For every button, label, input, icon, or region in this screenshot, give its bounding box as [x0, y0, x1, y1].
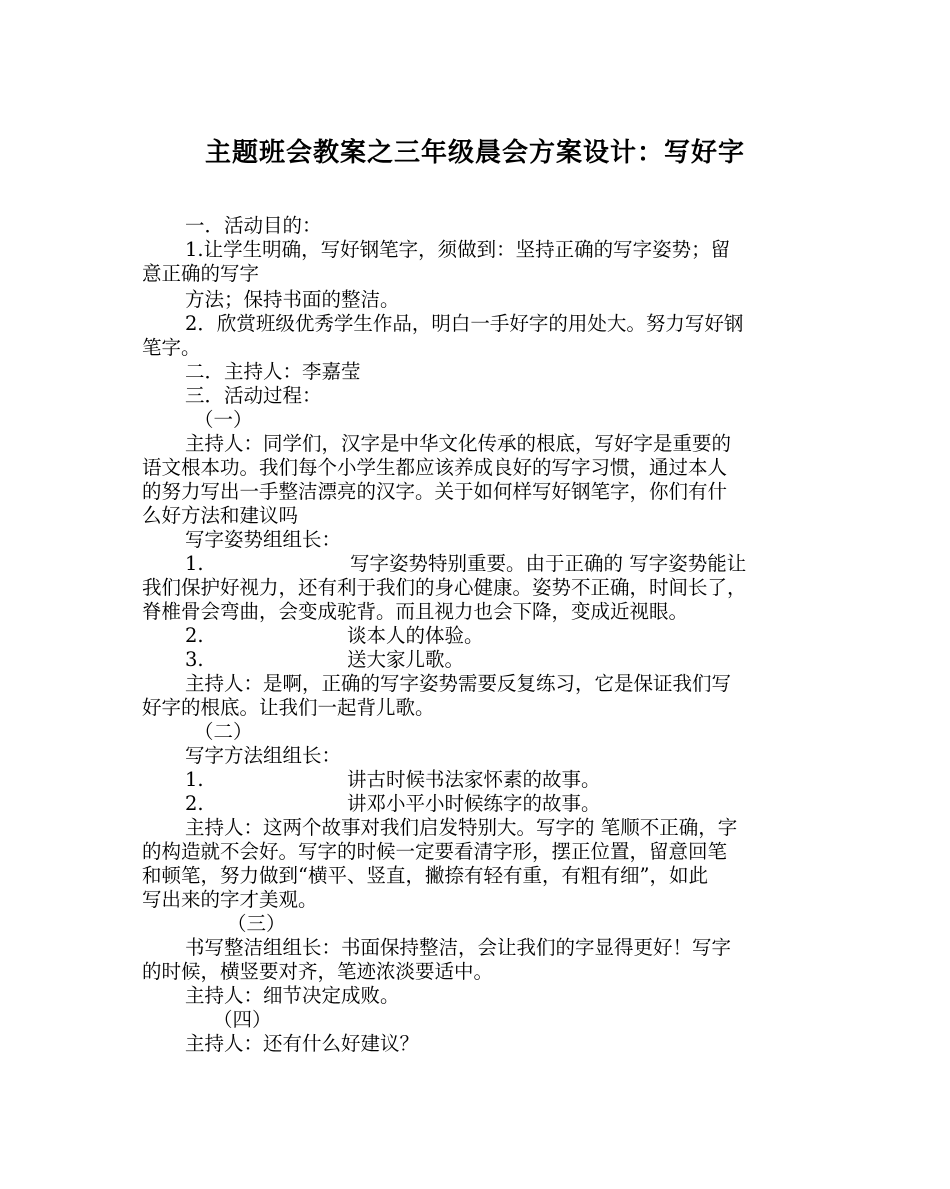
numbered-item: [185, 768, 601, 792]
paragraph-line: 么好方法和建议吗: [142, 504, 299, 527]
section-heading: 一．活动目的：: [185, 214, 322, 237]
paragraph-line: 主持人：是啊，正确的写字姿势需要反复练习，它是保证我们写: [185, 672, 732, 695]
item-number: 1.: [185, 552, 204, 575]
paragraph-line: 写字姿势组组长：: [185, 528, 342, 551]
paragraph-line: 2．欣赏班级优秀学生作品，明白一手好字的用处大。努力写好钢: [185, 312, 744, 335]
document-title: 主题班会教案之三年级晨会方案设计：写好字: [204, 138, 745, 168]
item-number: 1.: [185, 768, 204, 791]
paragraph-line: 主持人：细节决定成败。: [185, 984, 400, 1007]
paragraph-line: 写出来的字才美观。: [142, 888, 318, 911]
paragraph-line: 我们保护好视力，还有利于我们的身心健康。姿势不正确，时间长了，: [142, 576, 747, 599]
item-number: 2.: [185, 624, 204, 647]
item-number: 2.: [185, 792, 204, 815]
subsection-heading: （二）: [194, 720, 253, 743]
paragraph-line: 和顿笔，努力做到“横平、竖直，撇捺有轻有重，有粗有细”，如此: [142, 864, 708, 887]
numbered-item: [185, 648, 464, 672]
paragraph-line: 的构造就不会好。写字的时候一定要看清字形，摆正位置，留意回笔: [142, 840, 728, 863]
numbered-item: [185, 624, 484, 648]
paragraph-line: 的时候，横竖要对齐，笔迹浓淡要适中。: [142, 960, 494, 983]
paragraph-line: 写字方法组组长：: [185, 744, 342, 767]
paragraph-line: 脊椎骨会弯曲，会变成驼背。而且视力也会下降，变成近视眼。: [142, 600, 689, 623]
item-text: 送大家儿歌。: [347, 648, 465, 671]
item-text: 讲古时候书法家怀素的故事。: [347, 768, 601, 791]
paragraph-line: 方法；保持书面的整洁。: [185, 288, 400, 311]
subsection-heading: （一）: [194, 408, 253, 431]
paragraph-line: 主持人：这两个故事对我们启发特别大。写字的 笔顺不正确，字: [185, 816, 738, 839]
paragraph-line: 好字的根底。让我们一起背儿歌。: [142, 696, 435, 719]
numbered-item: [185, 792, 601, 816]
paragraph-line: 主持人：同学们，汉字是中华文化传承的根底，写好字是重要的: [185, 432, 732, 455]
subsection-heading: （四）: [213, 1008, 272, 1031]
item-text: 谈本人的体验。: [347, 624, 484, 647]
section-heading: 三．活动过程：: [185, 384, 322, 407]
subsection-heading: （三）: [227, 912, 286, 935]
paragraph-line: 意正确的写字: [142, 262, 260, 285]
paragraph-line: 书写整洁组组长：书面保持整洁，会让我们的字显得更好！写字: [185, 936, 732, 959]
paragraph-line: 主持人：还有什么好建议？: [185, 1032, 420, 1055]
paragraph-line: 笔字。: [142, 336, 201, 359]
section-heading: 二．主持人：李嘉莹: [185, 360, 361, 383]
paragraph-line: 的努力写出一手整洁漂亮的汉字。关于如何样写好钢笔字，你们有什: [142, 480, 728, 503]
item-number: 3.: [185, 648, 204, 671]
item-text: 写字姿势特别重要。由于正确的 写字姿势能让: [350, 552, 747, 575]
paragraph-line: 1.让学生明确，写好钢笔字，须做到：坚持正确的写字姿势；留: [185, 238, 731, 261]
paragraph-line: 语文根本功。我们每个小学生都应该养成良好的写字习惯，通过本人: [142, 456, 728, 479]
item-text: 讲邓小平小时候练字的故事。: [347, 792, 601, 815]
numbered-item: [185, 552, 746, 576]
